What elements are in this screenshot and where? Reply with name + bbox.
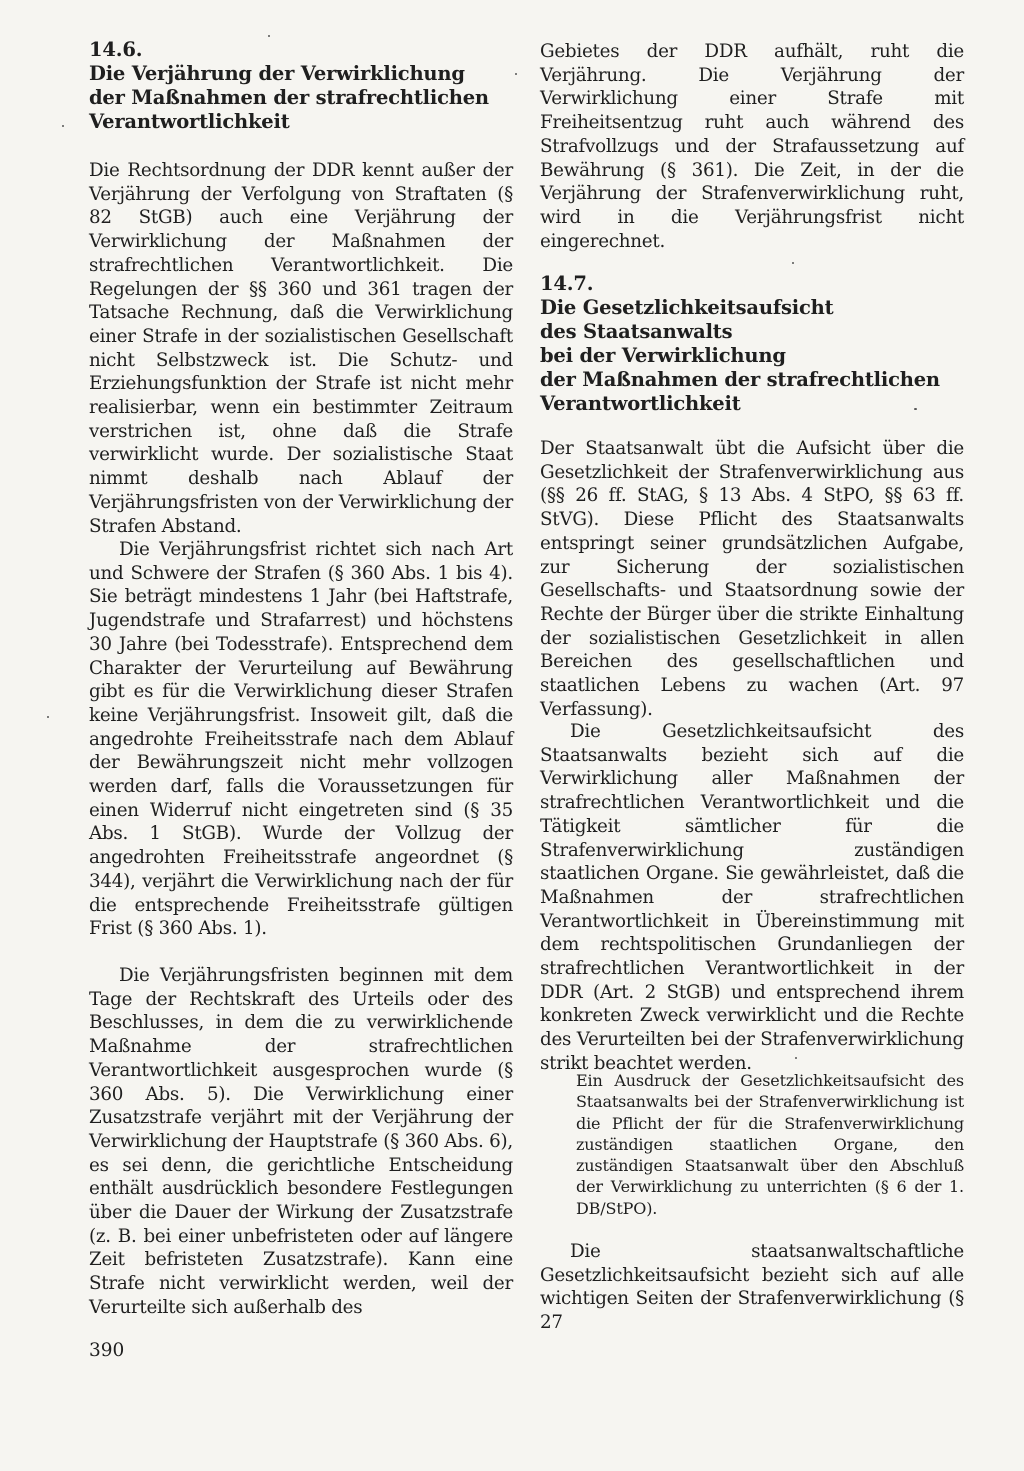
body-paragraph: Die Verjährungsfristen beginnen mit dem Tage der Rechtskraft des Urteils oder des Beschlusses, in dem die zu verwirklichende Maßnahme der strafrechtlichen Verantwortlichkeit ausgesprochen wurde (§ 360 Abs. 5). Die Verwirklichung einer Zusatzstrafe verjährt mit der Verjährung der Verwirklichung der Hauptstrafe (§ 360 Abs. 6), es sei denn, die gerichtliche Entscheidung enthält ausdrücklich besondere Festlegungen über die Dauer der Wirkung der Zusatzstrafe (z. B. bei einer unbefristeten oder auf längere Zeit befristeten Zusatzstrafe). Kann eine Strafe nicht verwirklicht werden, weil der Verurteilte sich außerhalb des xyxy=(89,965,513,1318)
section-heading-14-6 xyxy=(89,38,489,134)
page-number: 390 xyxy=(89,1340,125,1361)
section-number: 14.6. xyxy=(89,38,143,61)
print-speck xyxy=(795,1057,797,1059)
body-paragraph: Der Staatsanwalt übt die Aufsicht über die Gesetzlichkeit der Strafenverwirklichung aus (§§ 26 ff. StAG, § 13 Abs. 4 StPO, §§ 63 ff. StVG). Diese Pflicht des Staatsanwalts entspringt seiner grundsätzlichen Aufgabe, zur Sicherung der sozialistischen Gesellschafts- und Staatsordnung sowie der Rechte der Bürger über die strikte Einhaltung der sozialistischen Gesetzlichkeit in allen Bereichen des gesellschaftlichen und staatlichen Lebens zu wachen (Art. 97 Verfassung). xyxy=(540,438,964,720)
section-heading-14-7 xyxy=(540,272,940,416)
section-title-line: Verantwortlichkeit xyxy=(540,392,741,415)
body-paragraph: Die Rechtsordnung der DDR kennt außer der Verjährung der Verfolgung von Straftaten (§ 82 StGB) auch eine Verjährung der Verwirklichung der Maßnahmen der strafrechtlichen Verantwortlichkeit. Die Regelungen der §§ 360 und 361 tragen der Tatsache Rechnung, daß die Verwirklichung einer Strafe in der sozialistischen Gesellschaft nicht Selbstzweck ist. Die Schutz- und Erziehungsfunktion der Strafe ist nicht mehr realisierbar, wenn ein bestimmter Zeitraum verstrichen ist, ohne daß die Strafe verwirklicht wurde. Der sozialistische Staat nimmt deshalb nach Ablauf der Verjährungsfristen von der Verwirklichung der Strafen Abstand. xyxy=(89,160,513,537)
body-paragraph: Die Verjährungsfrist richtet sich nach Art und Schwere der Strafen (§ 360 Abs. 1 bis 4). Sie beträgt mindestens 1 Jahr (bei Haftstrafe, Jugendstrafe und Strafarrest) und höchstens 30 Jahre (bei Todesstrafe). Entsprechend dem Charakter der Verurteilung auf Bewährung gibt es für die Verwirklichung dieser Strafen keine Verjährungsfrist. Insoweit gilt, daß die angedrohte Freiheitsstrafe nach dem Ablauf der Bewährungszeit nicht mehr vollzogen werden darf, falls die Voraussetzungen für einen Widerruf nicht eingetreten sind (§ 35 Abs. 1 StGB). Wurde der Vollzug der angedrohten Freiheitsstrafe angeordnet (§ 344), verjährt die Verwirklichung nach der für die entsprechende Freiheitsstrafe gültigen Frist (§ 360 Abs. 1). xyxy=(89,539,513,940)
section-title-line: der Maßnahmen der strafrechtlichen xyxy=(540,368,940,391)
print-speck xyxy=(914,408,917,410)
print-speck xyxy=(515,73,517,75)
print-speck xyxy=(62,125,64,127)
section-title-line: Die Gesetzlichkeitsaufsicht xyxy=(540,296,834,319)
section-number: 14.7. xyxy=(540,272,594,295)
section-title-line: bei der Verwirklichung xyxy=(540,344,786,367)
continuation-paragraph: Gebietes der DDR aufhält, ruht die Verjährung. Die Verjährung der Verwirklichung einer Strafe mit Freiheitsentzug ruht auch während des Strafvollzugs und der Strafaussetzung auf Bewährung (§ 361). Die Zeit, in der die Verjährung der Strafenverwirklichung ruht, wird in die Verjährungsfrist nicht eingerechnet. xyxy=(540,41,964,252)
body-paragraph: Die Gesetzlichkeitsaufsicht des Staatsanwalts bezieht sich auf die Verwirklichung aller Maßnahmen der strafrechtlichen Verantwortlichkeit und die Tätigkeit sämtlicher für die Strafenverwirklichung zuständigen staatlichen Organe. Sie gewährleistet, daß die Maßnahmen der strafrechtlichen Verantwortlichkeit in Übereinstimmung mit dem rechtspolitischen Grundanliegen der strafrechtlichen Verantwortlichkeit in der DDR (Art. 2 StGB) und entsprechend ihrem konkreten Zweck verwirklicht und die Rechte des Verurteilten bei der Strafenverwirklichung strikt beachtet werden. xyxy=(540,721,964,1074)
note-paragraph: Ein Ausdruck der Gesetzlichkeitsaufsicht des Staatsanwalts bei der Strafenverwirklichung ist die Pflicht der für die Strafenverwirklichung zuständigen staatlichen Organe, den zuständigen Staatsanwalt über den Abschluß der Verwirklichung zu unterrichten (§ 6 der 1. DB/StPO). xyxy=(576,1071,964,1218)
section-title-line: Die Verjährung der Verwirklichung xyxy=(89,62,465,85)
section-title-line: des Staatsanwalts xyxy=(540,320,733,343)
print-speck xyxy=(268,35,270,37)
print-speck xyxy=(792,262,794,264)
section-title-line: Verantwortlichkeit xyxy=(89,110,290,133)
section-title-line: der Maßnahmen der strafrechtlichen xyxy=(89,86,489,109)
print-speck xyxy=(47,716,49,718)
closing-paragraph: Die staatsanwaltschaftliche Gesetzlichkeitsaufsicht bezieht sich auf alle wichtigen Seiten der Strafenverwirklichung (§ 27 xyxy=(540,1241,964,1334)
